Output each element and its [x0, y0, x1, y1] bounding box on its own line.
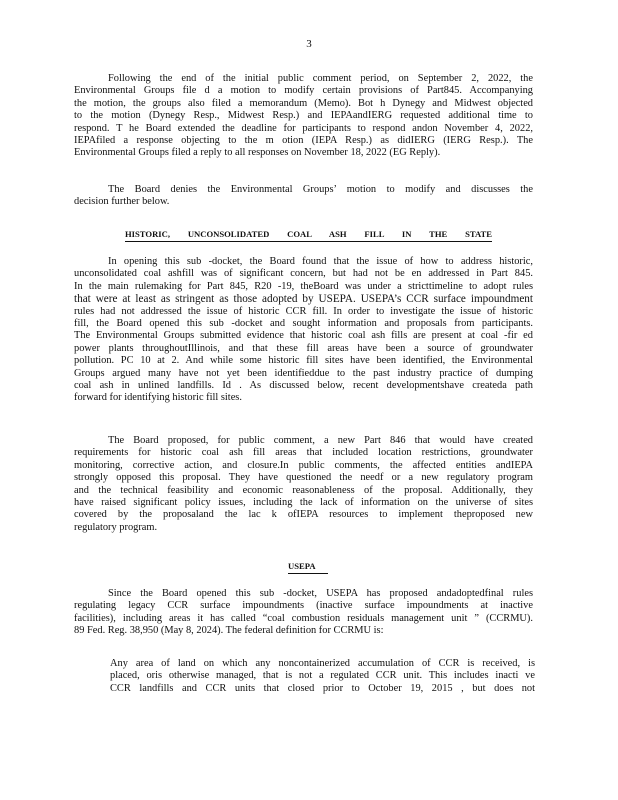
text-line: fill, the Board opened this sub -docket and sought information and proposals from participants. — [74, 317, 533, 329]
text-line: monitoring, corrective action, and closure.In public comments, the affected entities andIEPA — [74, 459, 533, 471]
text-line: requirements for historic coal ash fill areas that included location restrictions, groundwater — [74, 447, 533, 459]
block-quote-ccrmu-definition — [110, 658, 535, 695]
section-heading-usepa: USEPA — [288, 560, 328, 574]
text-line: have raised significant policy issues, including the lack of information on the universe of sites — [74, 496, 533, 508]
text-line: regulatory program. — [74, 521, 158, 533]
page-number: 3 — [306, 38, 312, 50]
text-line: the motion, the groups also filed a memorandum (Memo). Bot h Dynegy and Midwest objected — [74, 97, 533, 109]
text-line: Any area of land on which any noncontainerized accumulation of CCR is received, is — [110, 658, 535, 669]
text-line: to the motion (Dynegy Resp., Midwest Resp.) and IEPAandIERG requested additional time to — [74, 110, 533, 122]
paragraph-opening-subdocket — [74, 256, 533, 405]
text-line: IEPAfiled a response objecting to the m otion (IEPA Resp.) as didIERG (IERG Resp.). The — [74, 134, 533, 146]
text-line: Following the end of the initial public comment period, on September 2, 2022, the — [108, 73, 533, 84]
section-heading-historic-fill: HISTORIC, UNCONSOLIDATED COAL ASH FILL IN THE STATE — [125, 228, 492, 242]
text-line: coal ash in unlined landfills. Id . As discussed below, recent developmentshave createda path — [74, 379, 533, 391]
text-line: placed, oris otherwise managed, that is not a regulated CCR unit. This includes inacti ve — [110, 670, 535, 682]
text-line: The Board proposed, for public comment, a new Part 846 that would have created — [108, 435, 533, 446]
text-line: forward for identifying historic fill sites. — [74, 392, 242, 404]
paragraph-usepa-rules — [74, 588, 533, 638]
text-line: In the main rulemaking for Part 845, R20 -19, theBoard was under a stricttimeline to adopt rules — [74, 280, 533, 292]
text-line: Since the Board opened this sub -docket, USEPA has proposed andadoptedfinal rules — [108, 588, 533, 599]
text-line: rules had not addressed the issue of historic CCR fill. In order to investigate the issue of historic — [74, 305, 533, 317]
text-line: pollution. PC 10 at 2. And while some historic fill sites have been identified, the Environmental — [74, 355, 533, 367]
text-line: unconsolidated coal ashfill was of significant concern, but had not be en addressed in Part 845. — [74, 268, 533, 280]
text-line: Environmental Groups file d a motion to modify certain provisions of Part845. Accompanying — [74, 85, 533, 97]
text-line: The Board denies the Environmental Groups’ motion to modify and discusses the — [108, 184, 533, 195]
text-line: Environmental Groups filed a reply to all responses on November 18, 2022 (EG Reply). — [74, 147, 441, 159]
text-line: The Environmental Groups submitted evidence that historic coal ash fills are present at coal -fir ed — [74, 330, 533, 342]
text-line: facilities), including areas it has called “coal combustion residuals management unit ” (CCRMU). — [74, 612, 533, 624]
text-line: that were at least as stringent as those adopted by USEPA. USEPA’s CCR surface impoundment — [74, 293, 533, 306]
paragraph-board-proposed — [74, 435, 533, 534]
text-line: respond. T he Board extended the deadline for participants to respond andon November 4, 2022, — [74, 122, 533, 134]
text-line: and the technical feasibility and economic reasonableness of the proposal. Additionally, they — [74, 484, 533, 496]
text-line: Groups argued many have not yet been identifieddue to the past industry practice of dumping — [74, 367, 533, 379]
text-line: 89 Fed. Reg. 38,950 (May 8, 2024). The federal definition for CCRMU is: — [74, 625, 384, 637]
text-line: covered by the proposaland the lac k ofIEPA resources to implement theproposed new — [74, 509, 533, 521]
text-line: CCR landfills and CCR units that closed prior to October 19, 2015 , but does not — [110, 682, 535, 694]
text-line: In opening this sub -docket, the Board found that the issue of how to address historic, — [108, 256, 533, 267]
paragraph-board-denies — [74, 184, 533, 209]
text-line: decision further below. — [74, 196, 170, 208]
text-line: power plants throughoutIllinois, and that these fill areas have been a source of groundwater — [74, 342, 533, 354]
text-line: strongly opposed this proposal. They have questioned the needf or a new regulatory program — [74, 472, 533, 484]
text-line: regulating legacy CCR surface impoundments (inactive surface impoundments at inactive — [74, 600, 533, 612]
paragraph-motion-history — [74, 73, 533, 160]
